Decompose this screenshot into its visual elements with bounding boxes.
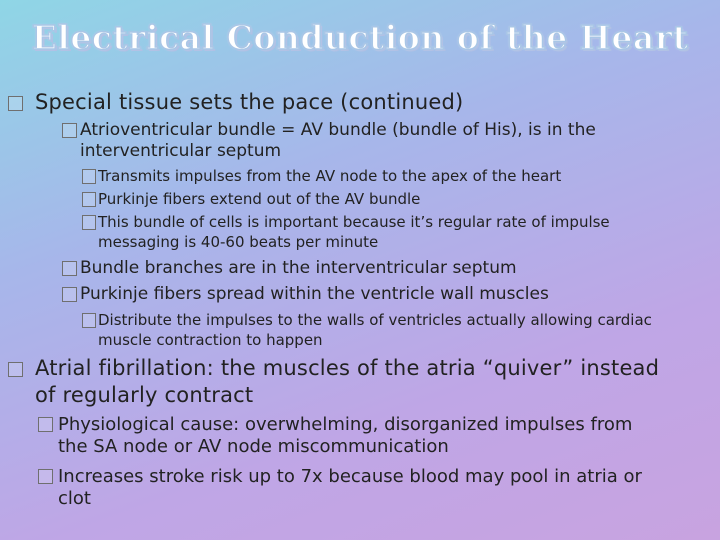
bullet-text: Transmits impulses from the AV node to the apex of the heart	[98, 167, 562, 185]
checkbox-bullet-icon	[38, 469, 53, 484]
checkbox-bullet-icon	[82, 192, 96, 207]
bullet-text-line1: Increases stroke risk up to 7x because blood may pool in atria or	[58, 466, 642, 487]
checkbox-bullet-icon	[82, 215, 96, 230]
slide-title: Electrical Conduction of the Heart	[31, 18, 689, 57]
checkbox-bullet-icon	[8, 362, 23, 377]
checkbox-bullet-icon	[62, 261, 77, 276]
bullet-text-line1: Atrial fibrillation: the muscles of the atria “quiver” instead	[35, 356, 660, 380]
bullet-text-line2: of regularly contract	[35, 383, 254, 407]
bullet-text-line1: Physiological cause: overwhelming, disorganized impulses from	[58, 414, 633, 435]
bullet-text-line1: Atrioventricular bundle = AV bundle (bundle of His), is in the	[80, 120, 596, 140]
checkbox-bullet-icon	[8, 96, 23, 111]
bullet-text: Purkinje fibers extend out of the AV bundle	[98, 190, 421, 208]
checkbox-bullet-icon	[38, 417, 53, 432]
bullet-text-line2: messaging is 40-60 beats per minute	[98, 233, 379, 251]
bullet-text: Bundle branches are in the interventricular septum	[80, 258, 517, 278]
bullet-text: Purkinje fibers spread within the ventricle wall muscles	[80, 284, 549, 304]
bullet-text-line2: muscle contraction to happen	[98, 331, 323, 349]
bullet-text-line2: interventricular septum	[80, 141, 282, 161]
checkbox-bullet-icon	[82, 313, 96, 328]
bullet-text: Special tissue sets the pace (continued)	[35, 90, 464, 114]
bullet-text-line2: the SA node or AV node miscommunication	[58, 436, 449, 457]
bullet-text-line1: This bundle of cells is important because it’s regular rate of impulse	[98, 213, 610, 231]
bullet-text-line2: clot	[58, 488, 91, 509]
checkbox-bullet-icon	[62, 287, 77, 302]
checkbox-bullet-icon	[82, 169, 96, 184]
bullet-text-line1: Distribute the impulses to the walls of ventricles actually allowing cardiac	[98, 311, 652, 329]
checkbox-bullet-icon	[62, 123, 77, 138]
